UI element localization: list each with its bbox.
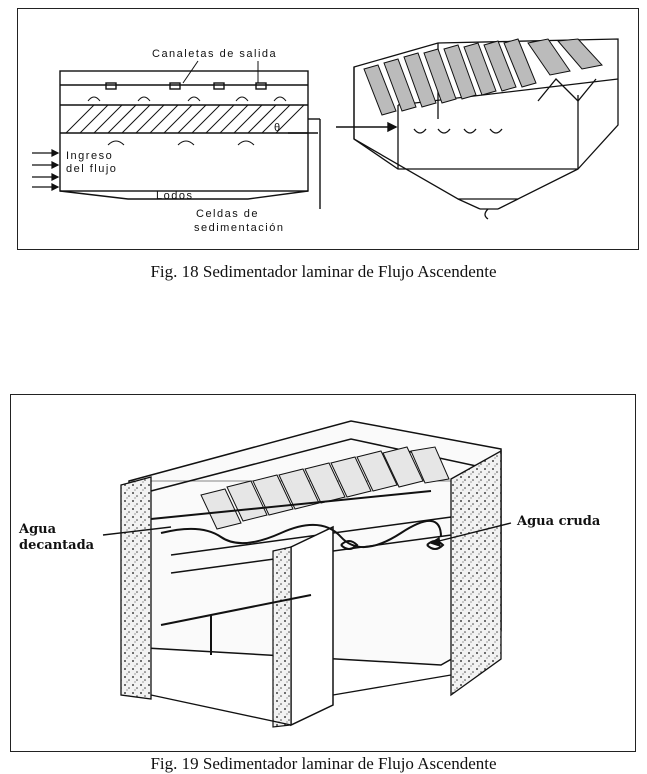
figure-19-caption: Fig. 19 Sedimentador laminar de Flujo Ascendente bbox=[150, 754, 497, 773]
cells-label-2: sedimentación bbox=[194, 222, 285, 234]
figure-18-drawing bbox=[18, 9, 638, 249]
theta-label: θ bbox=[274, 122, 282, 134]
figure-19-drawing bbox=[11, 395, 635, 751]
figure-19-frame bbox=[10, 394, 636, 752]
figure-18-caption: Fig. 18 Sedimentador laminar de Flujo Ascendente bbox=[150, 262, 497, 281]
figure-18-frame bbox=[17, 8, 639, 250]
inflow-label-1: Ingreso bbox=[66, 150, 114, 162]
raw-water-label: Agua cruda bbox=[517, 514, 601, 529]
decanted-water-label-2: decantada bbox=[19, 538, 95, 553]
decanted-water-label-1: Agua bbox=[19, 522, 57, 537]
inflow-label-2: del flujo bbox=[66, 163, 118, 175]
sludge-label: Lodos bbox=[156, 190, 194, 202]
cells-label-1: Celdas de bbox=[196, 208, 260, 220]
outlet-channels-label: Canaletas de salida bbox=[152, 48, 278, 60]
